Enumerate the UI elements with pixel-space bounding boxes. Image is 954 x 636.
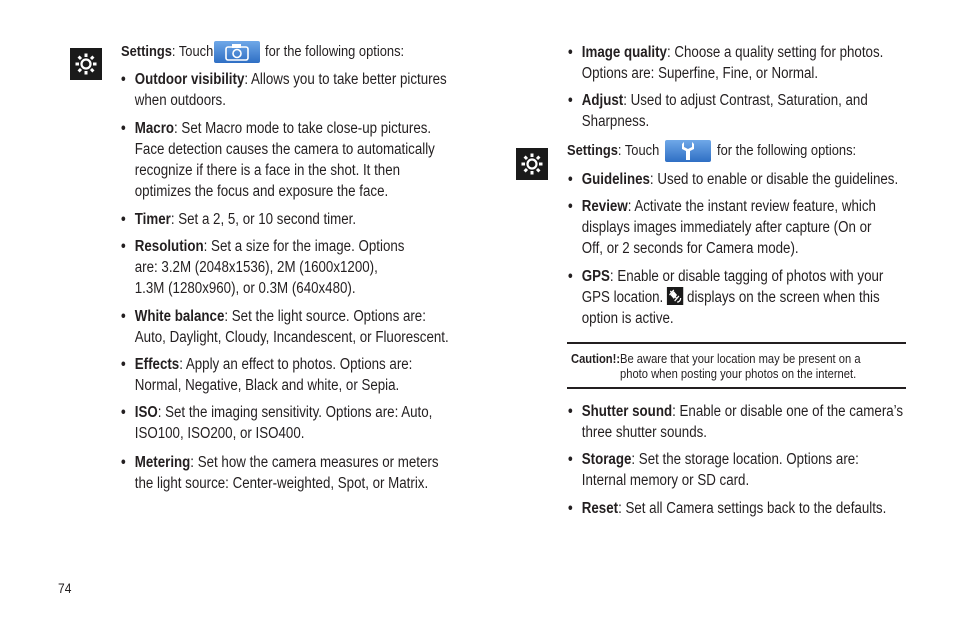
item-text-line: optimizes the focus and exposure the face. [134,183,389,200]
list-item-text [582,401,903,443]
item-text-line [135,306,449,327]
item-text-line [135,209,356,230]
bullet: • [568,44,573,61]
item-text-line [135,402,433,423]
bullet: • [568,403,573,420]
bullet: • [121,356,126,373]
item-text-line: Sharpness. [581,113,650,130]
left-settings-intro [121,42,213,64]
list-item-text [582,196,876,259]
settings-gear-icon [516,148,548,180]
item-description: : Set a size for the image. Options [203,238,405,255]
item-description: : Apply an effect to photos. Options are: [179,356,413,373]
bullet: • [121,120,126,137]
list-item-text [582,449,859,491]
item-text-line: Options are: Superfine, Fine, or Normal. [581,65,819,82]
item-text-line: when outdoors. [134,92,226,109]
item-term: Adjust [581,92,624,109]
item-text-line [582,196,876,217]
item-text-line: displays on the screen when this [687,289,880,306]
bullet: • [568,92,573,109]
list-item-text [135,354,413,396]
item-text-line: displays images immediately after capture (On or [581,219,872,236]
bullet: • [121,454,126,471]
right-settings-intro-end [717,141,856,163]
settings-touch-text: : Touch [617,142,660,159]
item-description: : Used to adjust Contrast, Saturation, and [623,92,868,109]
item-text-line [582,90,868,111]
list-item-text [582,266,884,329]
settings-options-text: for the following options: [717,142,857,159]
list-item-text [135,236,405,299]
wrench-icon [665,140,711,162]
item-text-line: 1.3M (1280x960), or 0.3M (640x480). [134,280,356,297]
item-term: Shutter sound [581,403,673,420]
item-term: Macro [134,120,175,137]
settings-label: Settings [121,43,172,60]
bullet: • [568,198,573,215]
item-text-line [135,69,447,90]
right-settings-intro [567,141,659,163]
item-description: : Set Macro mode to take close-up pictures. [174,120,432,137]
list-item-text [582,169,898,190]
item-text-line [582,449,859,470]
caution-line: Be aware that your location may be present on a [620,351,861,366]
item-text-line: Off, or 2 seconds for Camera mode). [581,240,799,257]
item-description: : Used to enable or disable the guidelines. [649,171,899,188]
item-text-line [135,118,435,139]
item-text-line: recognize if there is a face in the shot. It then [134,162,401,179]
bullet: • [121,238,126,255]
item-term: White balance [134,308,225,325]
item-description: : Set a 2, 5, or 10 second timer. [170,211,357,228]
item-text-line: ISO100, ISO200, or ISO400. [134,425,305,442]
item-term: Outdoor visibility [134,71,245,88]
item-description: : Choose a quality setting for photos. [666,44,884,61]
camera-icon [214,41,260,63]
item-text-line [135,354,413,375]
item-term: Metering [134,454,191,471]
gps-satellite-icon [667,287,683,305]
item-text-line: : Enable or disable tagging of photos with your [609,268,884,285]
caution-line: photo when posting your photos on the internet. [620,366,857,381]
item-term: GPS [581,268,610,285]
item-text-line: the light source: Center-weighted, Spot, or Matrix. [134,475,429,492]
settings-options-text: for the following options: [265,43,405,60]
item-term: Effects [134,356,180,373]
bullet: • [568,451,573,468]
bullet: • [121,211,126,228]
item-term: Image quality [581,44,667,61]
list-item-text [135,402,433,444]
settings-label: Settings [567,142,618,159]
item-text-line [582,498,887,519]
left-settings-intro-end [265,42,404,64]
item-term: ISO [134,404,158,421]
bullet: • [121,71,126,88]
page-number: 74 [58,580,72,596]
list-item-text [582,498,887,519]
bullet: • [568,171,573,188]
item-text-line: Internal memory or SD card. [581,472,750,489]
item-text-line: three shutter sounds. [581,424,707,441]
item-text-line [582,42,884,63]
bullet: • [121,308,126,325]
item-term: Storage [581,451,632,468]
list-item-text [135,209,356,230]
item-description: : Set the storage location. Options are: [631,451,859,468]
item-text-line: option is active. [581,310,674,327]
item-text-line [582,401,903,422]
item-term: Timer [134,211,171,228]
bullet: • [121,404,126,421]
item-term: Resolution [134,238,204,255]
item-description: : Enable or disable one of the camera’s [672,403,904,420]
item-description: : Activate the instant review feature, which [627,198,876,215]
item-text-line [582,169,898,190]
list-item-text [135,306,449,348]
list-item-text [582,42,884,84]
settings-touch-text: : Touch [171,43,214,60]
item-text-line: Auto, Daylight, Cloudy, Incandescent, or Fluorescent. [134,329,449,346]
item-text-line [135,236,405,257]
caution-label: Caution!: [571,351,621,366]
item-term: Review [581,198,628,215]
item-term: Guidelines [581,171,650,188]
caution-bottom-rule [567,387,906,389]
list-item-text [582,90,868,132]
item-text-line: GPS location. [581,289,664,306]
item-text-line: are: 3.2M (2048x1536), 2M (1600x1200), [134,259,378,276]
item-text-line: Face detection causes the camera to automatically [134,141,435,158]
caution-top-rule [567,342,906,344]
item-text-line: Normal, Negative, Black and white, or Sepia. [134,377,400,394]
item-description: : Set how the camera measures or meters [190,454,439,471]
item-term: Reset [581,500,619,517]
list-item-text [135,69,447,111]
bullet: • [568,500,573,517]
item-text-line [135,452,439,473]
settings-gear-icon [70,48,102,80]
item-description: : Set the imaging sensitivity. Options are: Auto, [157,404,433,421]
list-item-text [135,118,435,202]
list-item-text [135,452,439,494]
item-description: : Set the light source. Options are: [224,308,426,325]
item-description: : Set all Camera settings back to the defaults. [618,500,887,517]
item-description: : Allows you to take better pictures [244,71,447,88]
bullet: • [568,268,573,285]
